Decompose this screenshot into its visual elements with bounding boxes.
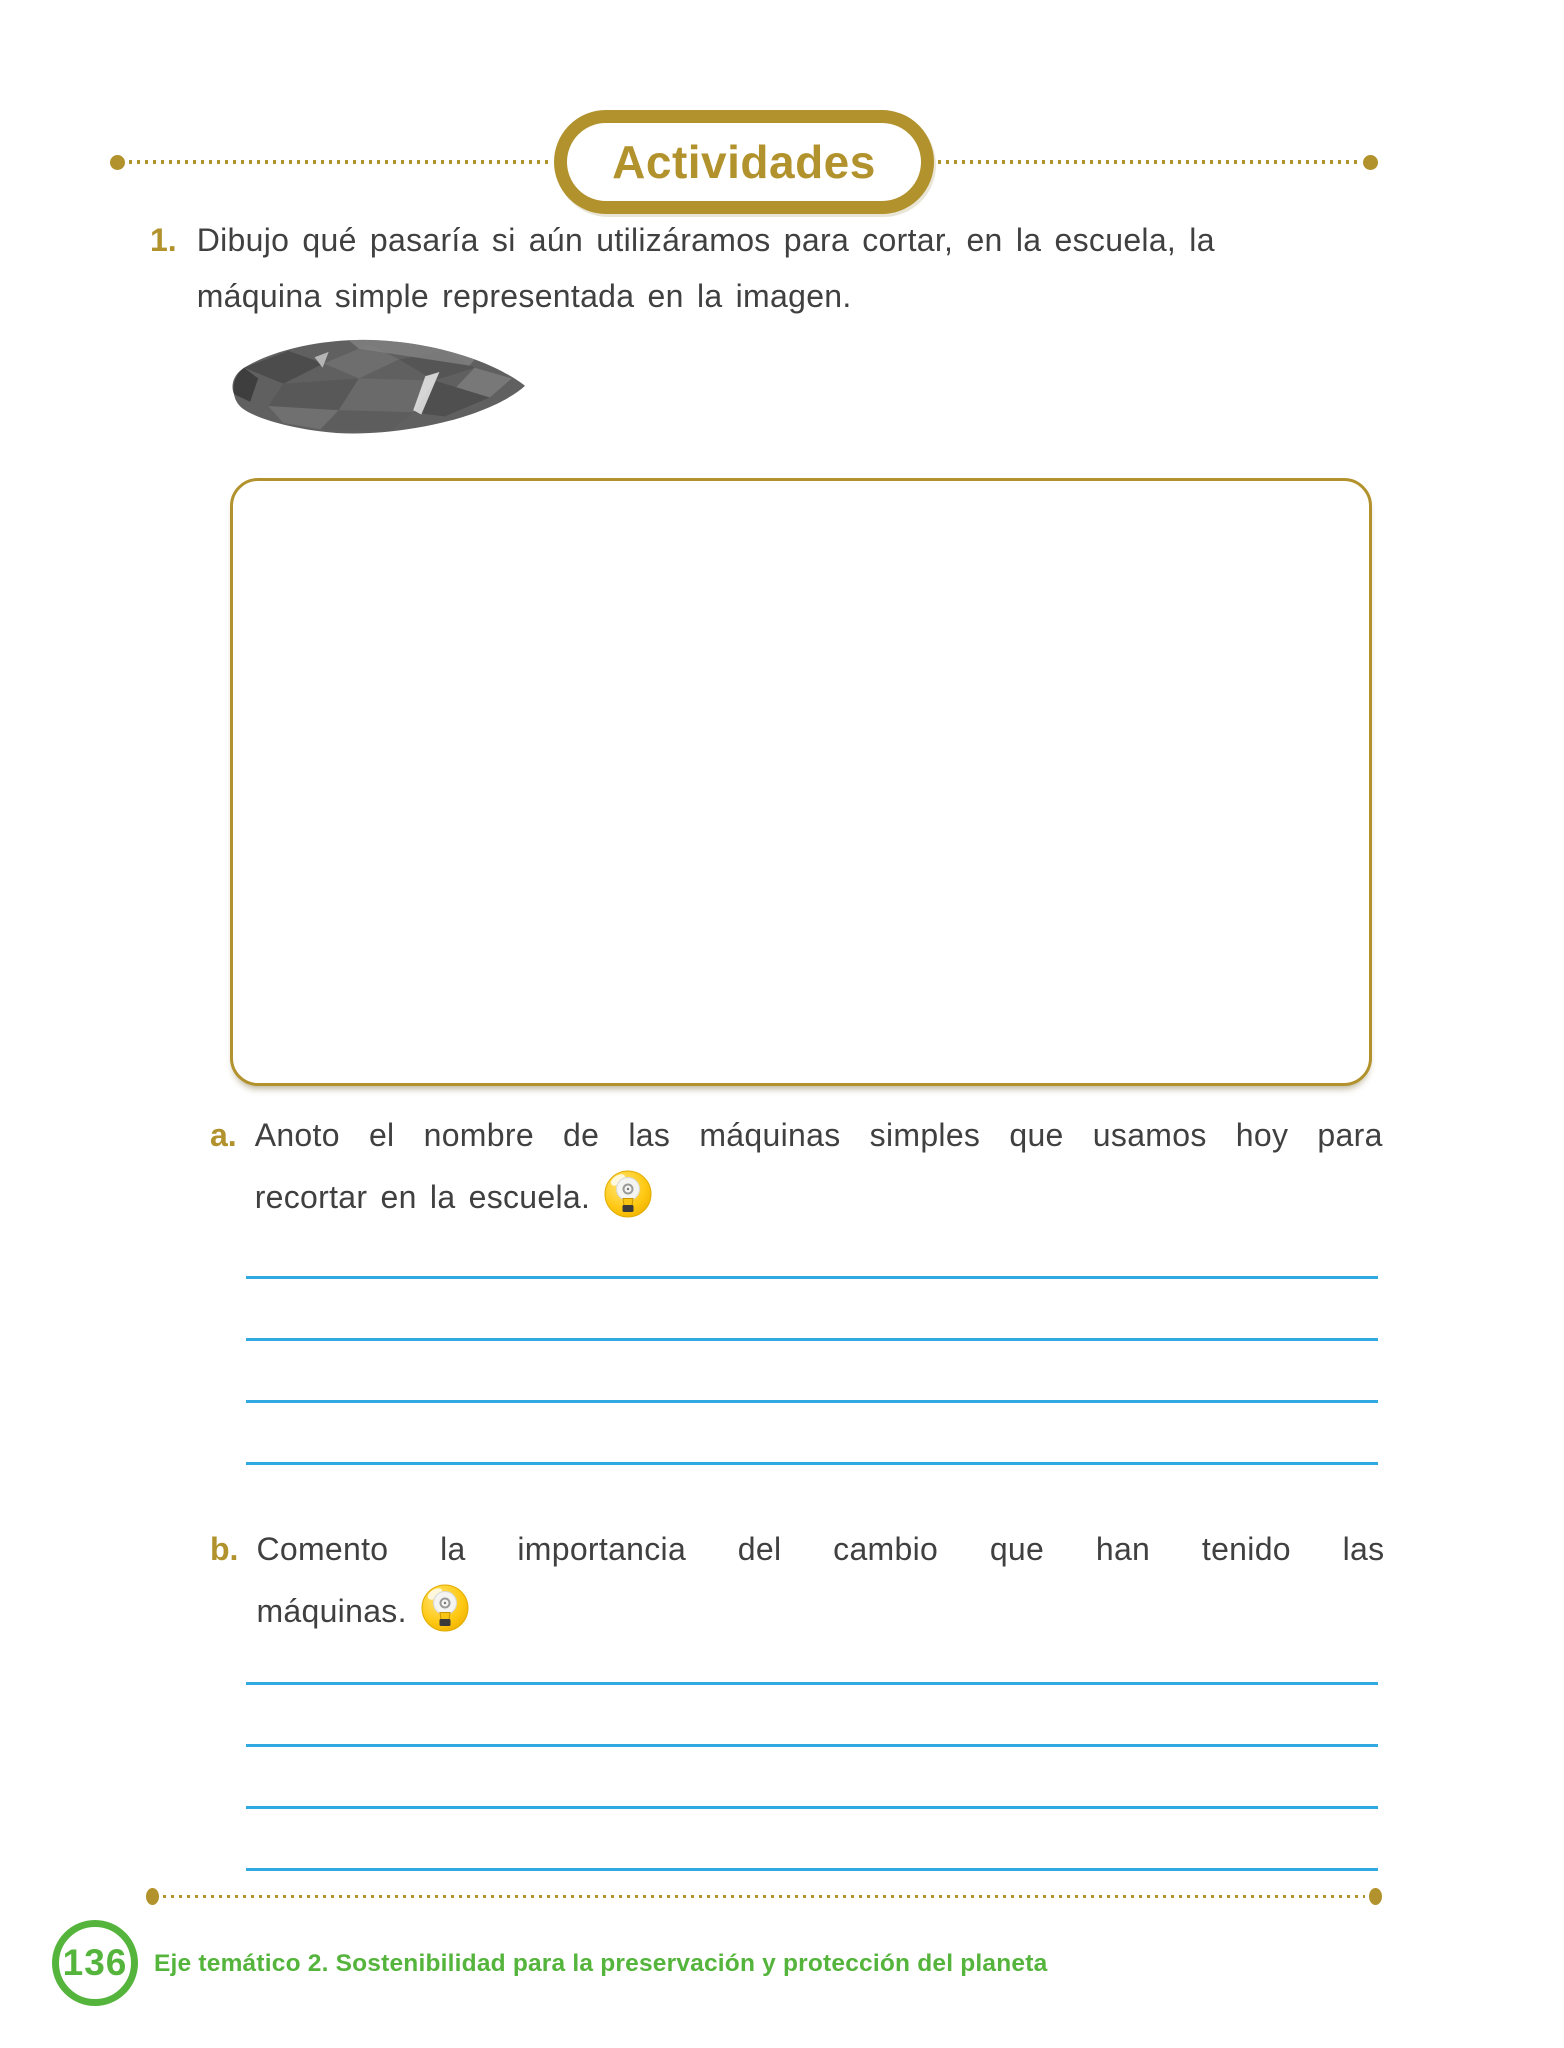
question-a-line-1: Anoto el nombre de las máquinas simples que usamos hoy para bbox=[254, 1117, 1383, 1153]
question-b-text bbox=[256, 1518, 1384, 1642]
drawing-box[interactable] bbox=[230, 478, 1372, 1086]
section-divider-bottom bbox=[146, 1886, 1382, 1906]
writing-line[interactable] bbox=[246, 1276, 1378, 1279]
page-number-badge bbox=[52, 1920, 138, 2006]
activity-1-line-2: máquina simple representada en la imagen. bbox=[196, 278, 852, 314]
question-b-line-2: máquinas. bbox=[256, 1580, 1384, 1642]
answer-lines-a bbox=[246, 1276, 1378, 1524]
divider-end-dot-right bbox=[1369, 1888, 1382, 1905]
writing-line[interactable] bbox=[246, 1868, 1378, 1871]
question-a-text bbox=[255, 1104, 1383, 1228]
question-b bbox=[210, 1518, 1384, 1642]
activity-1-number: 1. bbox=[150, 222, 177, 258]
writing-line[interactable] bbox=[246, 1682, 1378, 1685]
activities-title: Actividades bbox=[612, 136, 876, 188]
writing-line[interactable] bbox=[246, 1462, 1378, 1465]
question-a-line-2: recortar en la escuela. bbox=[255, 1166, 1383, 1228]
stone-tool-illustration bbox=[228, 336, 530, 442]
dotted-rule-left bbox=[129, 160, 550, 164]
activity-1-text bbox=[197, 212, 1215, 324]
writing-line[interactable] bbox=[246, 1806, 1378, 1809]
activities-banner bbox=[554, 110, 934, 214]
activity-1-line-1: Dibujo qué pasaría si aún utilizáramos para cortar, en la escuela, la bbox=[196, 222, 1215, 258]
question-a-letter: a. bbox=[210, 1117, 237, 1153]
footer-theme-text: Eje temático 2. Sostenibilidad para la preservación y protección del planeta bbox=[154, 1950, 1048, 1977]
question-b-line-1: Comento la importancia del cambio que han tenido las bbox=[256, 1531, 1385, 1567]
dotted-rule bbox=[163, 1895, 1365, 1898]
page-number: 136 bbox=[62, 1942, 128, 1983]
stone-tool-image bbox=[228, 336, 530, 442]
writing-line[interactable] bbox=[246, 1744, 1378, 1747]
idea-lightbulb-icon bbox=[421, 1584, 469, 1632]
writing-line[interactable] bbox=[246, 1338, 1378, 1341]
idea-lightbulb-icon bbox=[604, 1170, 652, 1218]
dotted-rule-right bbox=[938, 160, 1359, 164]
divider-end-dot-left bbox=[110, 155, 125, 170]
activity-1 bbox=[150, 212, 1215, 324]
question-b-letter: b. bbox=[210, 1531, 239, 1567]
writing-line[interactable] bbox=[246, 1400, 1378, 1403]
divider-end-dot-left bbox=[146, 1888, 159, 1905]
divider-end-dot-right bbox=[1363, 155, 1378, 170]
section-divider-top bbox=[110, 106, 1378, 218]
question-a bbox=[210, 1104, 1383, 1228]
